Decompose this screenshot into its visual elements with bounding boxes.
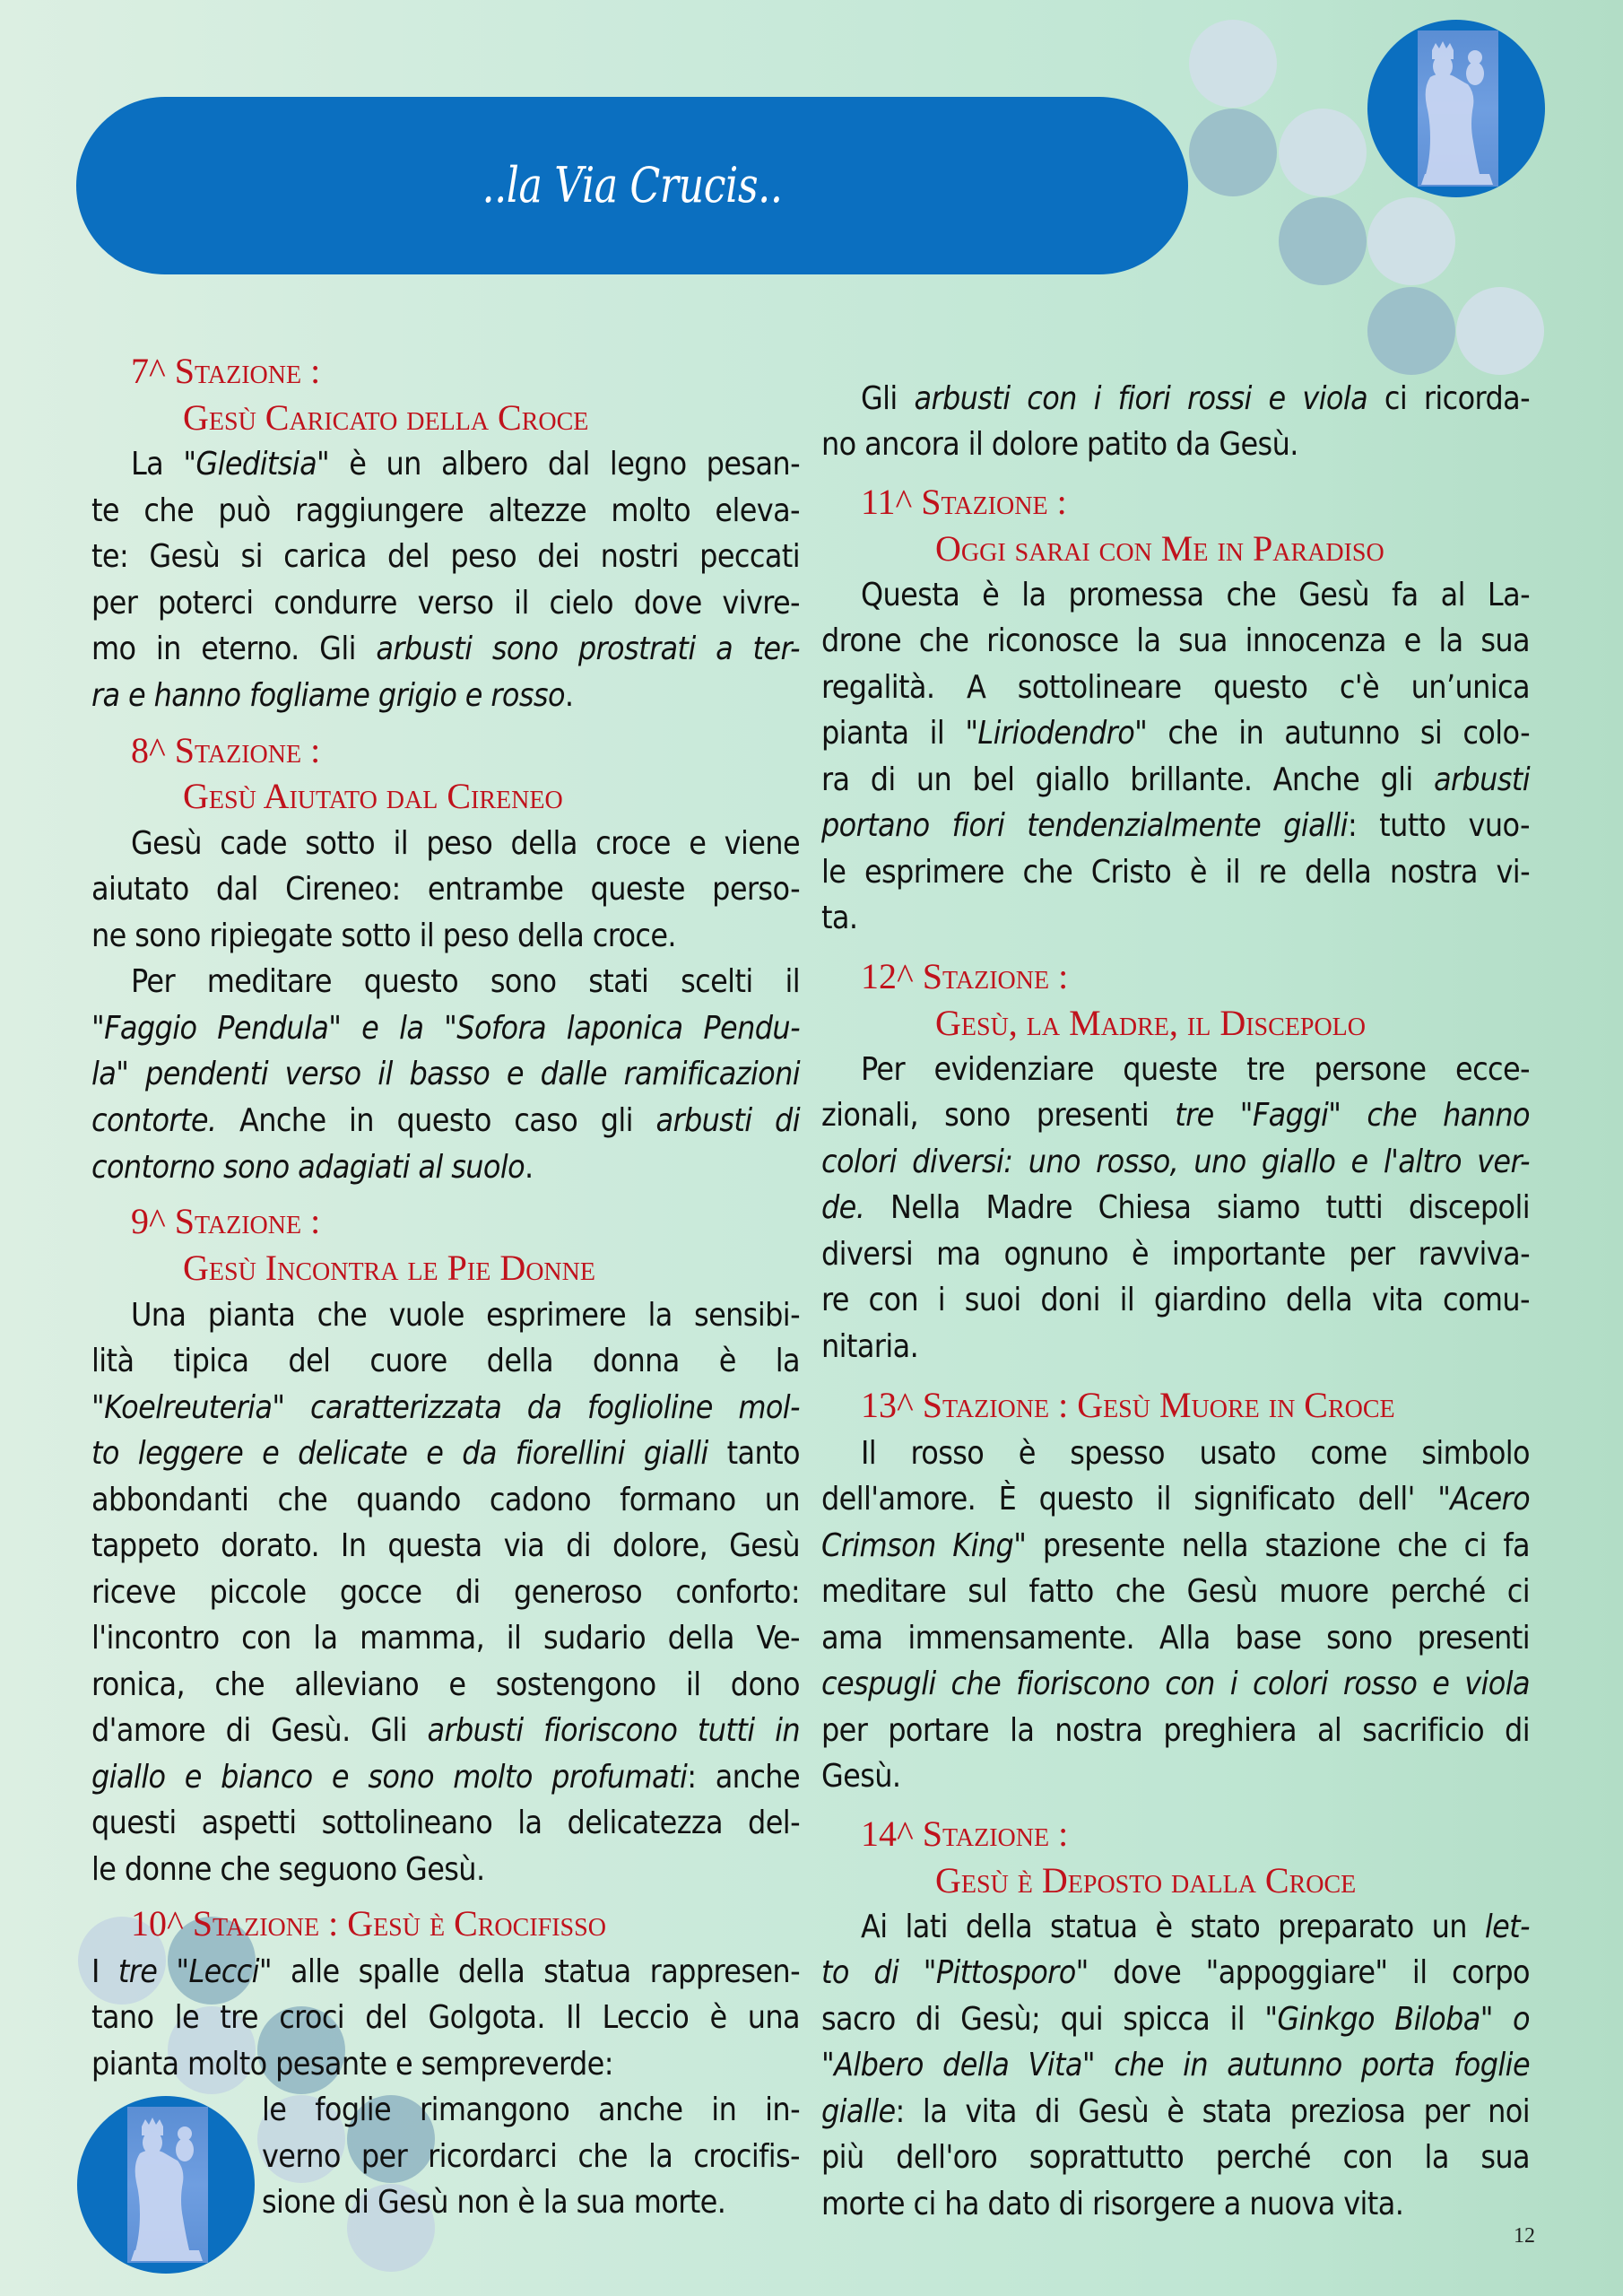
body-line: contorte. Anche in questo caso gli arbusti di (91, 1102, 800, 1139)
decorative-dot (1456, 287, 1544, 375)
station-13-title: Gesù Muore in Croce (1077, 1385, 1395, 1425)
body-line: "Albero della Vita" che in autunno porta foglie (821, 2047, 1530, 2083)
body-line: per poterci condurre verso il cielo dove vivre- (91, 585, 800, 622)
station-10-number: 10^ Stazione : (131, 1903, 339, 1944)
body-line: più dell'oro soprattutto perché con la sua (821, 2139, 1530, 2176)
body-line: zionali, sono presenti tre "Faggi" che hanno (821, 1097, 1530, 1134)
station-7-number: 7^ Stazione : (131, 351, 321, 391)
body-line: re con i suoi doni il giardino della vita comu- (821, 1282, 1530, 1318)
body-line: I tre "Lecci" alle spalle della statua rappresen- (91, 1953, 800, 1990)
body-line: La "Gleditsia" è un albero dal legno pesan- (131, 446, 800, 483)
body-line: "Koelreuteria" caratterizzata da foglioline mol- (91, 1389, 800, 1426)
body-line: meditare sul fatto che Gesù muore perché ci (821, 1573, 1530, 1610)
page-title: ..la Via Crucis.. (482, 157, 783, 213)
station-13-number: 13^ Stazione : (861, 1385, 1069, 1425)
page-number: 12 (1514, 2224, 1535, 2248)
body-line: pianta molto pesante e sempreverde: (91, 2046, 613, 2083)
body-line: colori diversi: uno rosso, uno giallo e l'altro ver- (821, 1144, 1530, 1180)
body-line: lità tipica del cuore della donna è la (91, 1343, 800, 1379)
madonna-statue-medallion-icon (77, 2096, 255, 2274)
body-line: la" pendenti verso il basso e dalle ramificazioni (91, 1056, 800, 1092)
body-line: le foglie rimangono anche in in- (262, 2092, 800, 2128)
body-line: le donne che seguono Gesù. (91, 1851, 485, 1888)
body-line: ra e hanno fogliame grigio e rosso. (91, 677, 574, 714)
body-line: Crimson King" presente nella stazione che ci fa (821, 1527, 1530, 1564)
body-line: Per evidenziare queste tre persone ecce- (861, 1051, 1530, 1088)
station-12-number: 12^ Stazione : (861, 956, 1069, 996)
body-line: Per meditare questo sono stati scelti il (131, 963, 800, 1000)
body-line: tappeto dorato. In questa via di dolore, Gesù (91, 1527, 800, 1564)
body-line: riceve piccole gocce di generoso conforto: (91, 1574, 800, 1611)
body-line: diversi ma ognuno è importante per ravviva- (821, 1236, 1530, 1273)
body-line: drone che riconosce la sua innocenza e la sua (821, 622, 1530, 659)
body-line: to leggere e delicate e da fiorellini gialli tanto (91, 1435, 800, 1472)
body-line: tano le tre croci del Golgota. Il Leccio è una (91, 1999, 800, 2036)
body-line: l'incontro con la mamma, il sudario della Ve- (91, 1620, 800, 1657)
body-line: questi aspetti sottolineano la delicatezza del- (91, 1805, 800, 1841)
body-line: ne sono ripiegate sotto il peso della croce. (91, 918, 676, 954)
body-line: sacro di Gesù; qui spicca il "Ginkgo Biloba" o (821, 2001, 1530, 2038)
body-line: Una pianta che vuole esprimere la sensibi- (131, 1297, 800, 1334)
station-7-title: Gesù Caricato della Croce (183, 397, 589, 438)
station-9-title: Gesù Incontra le Pie Donne (183, 1248, 595, 1288)
body-line: gialle: la vita di Gesù è stata preziosa per noi (821, 2093, 1530, 2130)
station-11-title: Oggi sarai con Me in Paradiso (935, 528, 1384, 569)
decorative-dot (1367, 197, 1455, 285)
body-line: Il rosso è spesso usato come simbolo (861, 1435, 1530, 1472)
body-line: to di "Pittosporo" dove "appoggiare" il corpo (821, 1954, 1530, 1991)
body-line: per portare la nostra preghiera al sacrificio di (821, 1712, 1530, 1749)
body-line: cespugli che fioriscono con i colori rosso e viola (821, 1665, 1530, 1702)
body-line: te: Gesù si carica del peso dei nostri peccati (91, 538, 800, 575)
body-line: morte ci ha dato di risorgere a nuova vita. (821, 2186, 1404, 2222)
body-line: ta. (821, 900, 858, 936)
decorative-dot (1279, 109, 1367, 196)
body-line: Questa è la promessa che Gesù fa al La- (861, 577, 1530, 613)
body-line: te che può raggiungere altezze molto eleva- (91, 492, 800, 529)
station-11-number: 11^ Stazione : (861, 482, 1067, 522)
body-line: regalità. A sottolineare questo c'è un’unica (821, 669, 1530, 706)
body-line: Gli arbusti con i fiori rossi e viola ci ricorda- (861, 380, 1531, 417)
station-10-title: Gesù è Crocifisso (347, 1903, 606, 1944)
body-line: giallo e bianco e sono molto profumati: anche (91, 1759, 800, 1796)
body-line: le esprimere che Cristo è il re della nostra vi- (821, 854, 1530, 891)
station-14-number: 14^ Stazione : (861, 1813, 1069, 1854)
body-line: portano fiori tendenzialmente gialli: tutto vuo- (821, 807, 1530, 844)
body-line: aiutato dal Cireneo: entrambe queste perso- (91, 871, 800, 908)
station-14-title: Gesù è Deposto dalla Croce (935, 1860, 1357, 1900)
body-line: Gesù cade sotto il peso della croce e viene (131, 825, 800, 862)
decorative-dot (1279, 197, 1367, 285)
body-line: pianta il "Liriodendro" che in autunno si colo- (821, 715, 1531, 752)
body-line: sione di Gesù non è la sua morte. (262, 2184, 726, 2221)
body-line: mo in eterno. Gli arbusti sono prostrati a ter- (91, 631, 800, 667)
madonna-statue-icon (1418, 30, 1498, 187)
station-10-heading (131, 1902, 606, 1945)
body-line: no ancora il dolore patito da Gesù. (821, 426, 1298, 463)
title-banner (76, 97, 1188, 274)
body-line: verno per ricordarci che la crocifis- (262, 2138, 800, 2175)
station-9-number: 9^ Stazione : (131, 1201, 321, 1241)
body-line: Ai lati della statua è stato preparato un let- (861, 1909, 1530, 1945)
body-line: nitaria. (821, 1328, 919, 1365)
body-line: de. Nella Madre Chiesa siamo tutti discepoli (821, 1189, 1530, 1226)
body-line: contorno sono adagiati al suolo. (91, 1149, 534, 1186)
station-12-title: Gesù, la Madre, il Discepolo (935, 1003, 1367, 1043)
madonna-statue-icon (127, 2107, 208, 2263)
body-line: ra di un bel giallo brillante. Anche gli arbusti (821, 761, 1530, 798)
body-line: dell'amore. È questo il significato dell' "Acero (821, 1481, 1530, 1518)
body-line: Gesù. (821, 1758, 901, 1795)
body-line: ama immensamente. Alla base sono presenti (821, 1620, 1530, 1657)
station-8-title: Gesù Aiutato dal Cireneo (183, 776, 563, 816)
decorative-dot (1189, 20, 1277, 108)
decorative-dot (1367, 287, 1455, 375)
station-13-heading (861, 1384, 1395, 1427)
station-8-number: 8^ Stazione : (131, 730, 321, 770)
madonna-statue-medallion-icon (1367, 20, 1545, 197)
decorative-dot (1189, 109, 1277, 196)
body-line: "Faggio Pendula" e la "Sofora laponica Pendu- (91, 1010, 800, 1047)
body-line: abbondanti che quando cadono formano un (91, 1482, 800, 1518)
body-line: d'amore di Gesù. Gli arbusti fioriscono tutti in (91, 1712, 801, 1749)
body-line: ronica, che alleviano e sostengono il dono (91, 1666, 800, 1703)
